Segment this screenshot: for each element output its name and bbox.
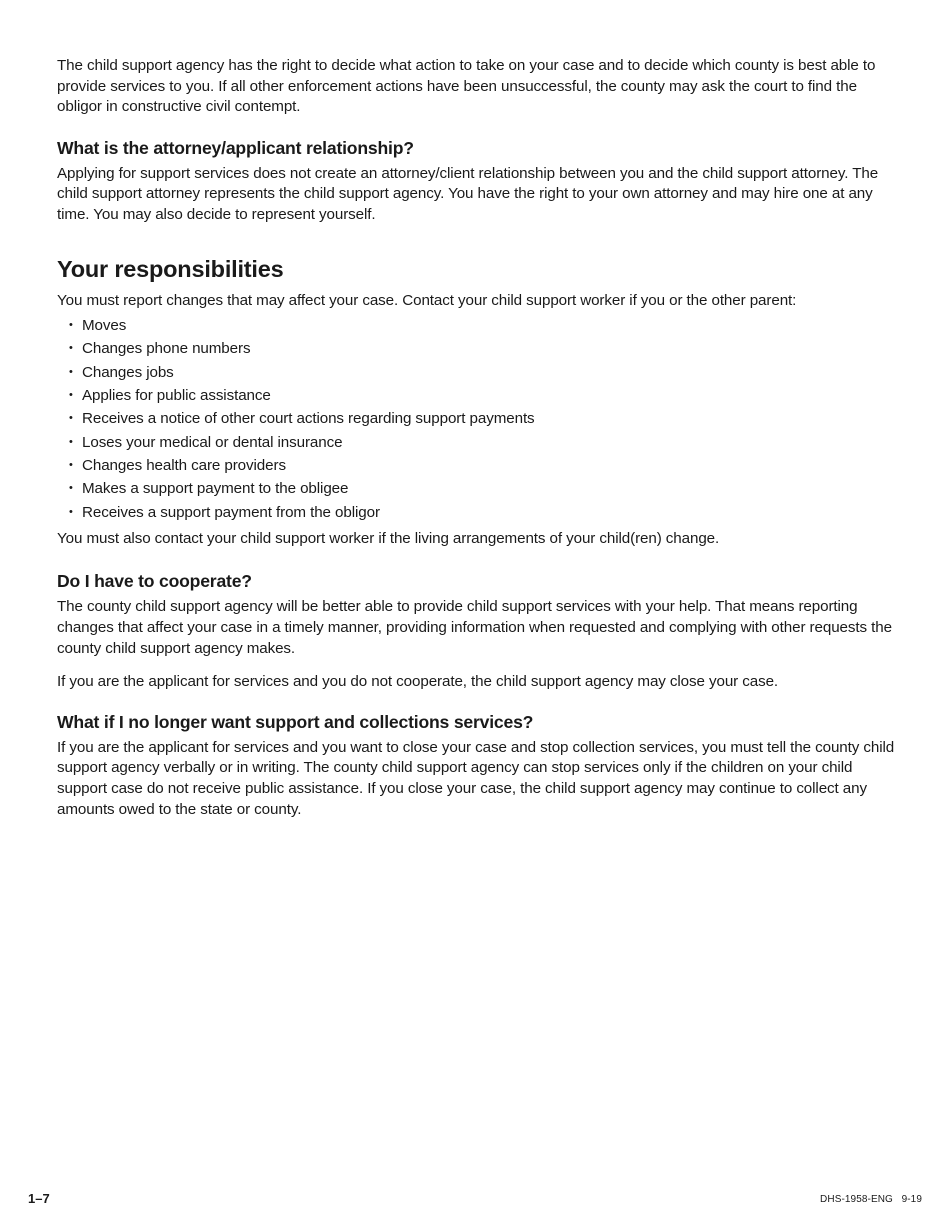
list-item: • Changes phone numbers — [57, 337, 897, 360]
cooperate-paragraph-2: If you are the applicant for services and you do not cooperate, the child support agency may close your case. — [57, 673, 779, 691]
attorney-heading: What is the attorney/applicant relationship? — [57, 137, 414, 158]
list-item: • Changes health care providers — [57, 454, 897, 477]
list-item: • Receives a notice of other court actions regarding support payments — [57, 407, 897, 430]
list-item: • Makes a support payment to the obligee — [57, 477, 897, 500]
list-item: • Moves — [57, 314, 897, 337]
document-page — [57, 56, 897, 820]
form-id: DHS-1958-ENG 9-19 — [820, 1194, 922, 1205]
responsibilities-closing: You must also contact your child support worker if the living arrangements of your child(ren) change. — [57, 529, 720, 547]
responsibilities-list — [57, 314, 897, 524]
page-number: 1–7 — [28, 1191, 50, 1206]
cooperate-paragraph-1: The county child support agency will be better able to provide child support services with your help. That means reporting changes that affect your case in a timely manner, providing information when requested and complying with other requests the county child support agency makes. — [57, 598, 892, 657]
list-item: • Applies for public assistance — [57, 384, 897, 407]
no-longer-paragraph: If you are the applicant for services and you want to close your case and stop collection services, you must tell the county child support agency verbally or in writing. The county child support agency can stop services only if the children on your child support case do not receive public assistance. If you close your case, the child support agency may continue to collect any amounts owed to the state or county. — [57, 738, 895, 818]
list-item: • Changes jobs — [57, 361, 897, 384]
list-item: • Receives a support payment from the obligor — [57, 501, 897, 524]
responsibilities-heading: Your responsibilities — [57, 255, 284, 282]
intro-paragraph: The child support agency has the right to decide what action to take on your case and to decide which county is best able to provide services to you. If all other enforcement actions have been unsuccessful, the county may ask the court to find the obligor in constructive civil contempt. — [57, 57, 876, 116]
list-item: • Loses your medical or dental insurance — [57, 431, 897, 454]
attorney-paragraph: Applying for support services does not create an attorney/client relationship between you and the child support attorney. The child support attorney represents the child support agency. You have the right to your own attorney and may hire one at any time. You may also decide to represent yourself. — [57, 164, 879, 223]
responsibilities-intro: You must report changes that may affect your case. Contact your child support worker if you or the other parent: — [57, 291, 797, 309]
cooperate-heading: Do I have to cooperate? — [57, 571, 252, 592]
no-longer-heading: What if I no longer want support and collections services? — [57, 711, 534, 732]
